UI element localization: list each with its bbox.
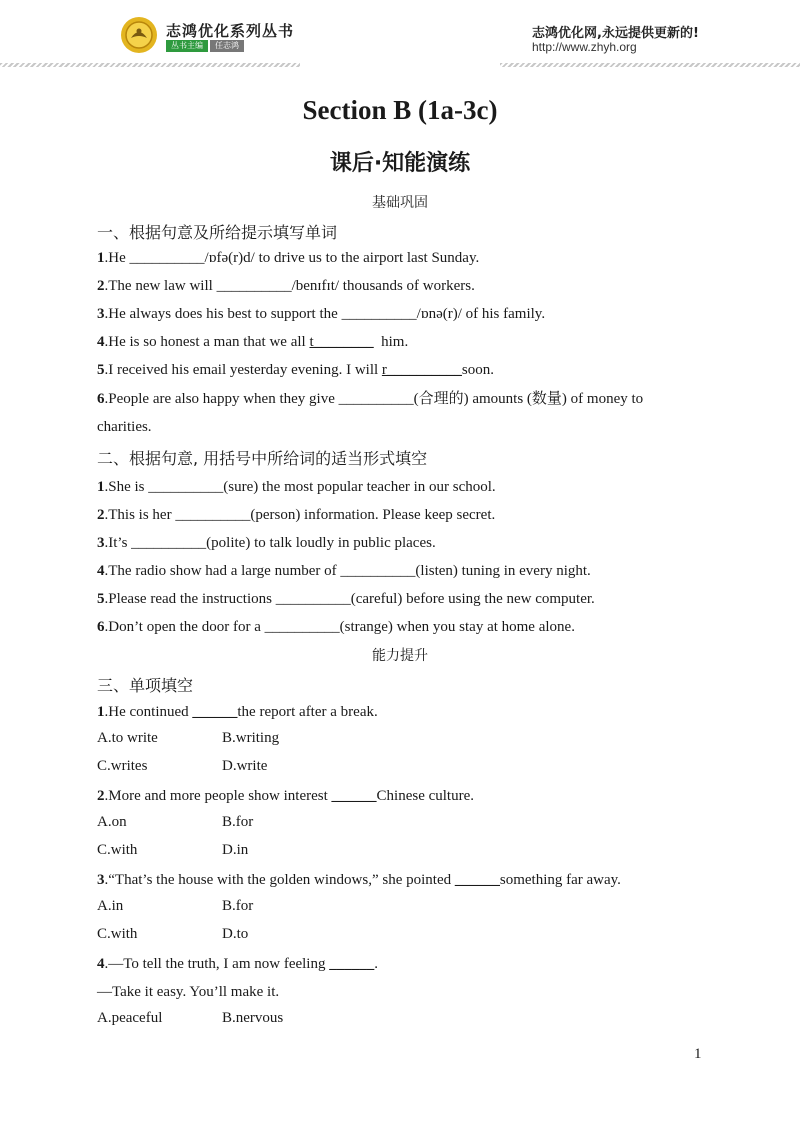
question-stem: 3.“That’s the house with the golden windows,” she pointed ______something far away. <box>97 872 621 888</box>
answer-blank[interactable]: __________ <box>131 535 207 551</box>
option-a[interactable]: A.in <box>97 898 124 914</box>
answer-blank[interactable]: ______ <box>329 956 375 972</box>
page-number: 1 <box>694 1046 702 1062</box>
option-c[interactable]: C.with <box>97 926 138 942</box>
option-c[interactable]: C.with <box>97 842 138 858</box>
answer-blank[interactable]: __________ <box>148 479 224 495</box>
part3-heading: 三、单项填空 <box>97 676 194 695</box>
option-b[interactable]: B.writing <box>222 730 280 746</box>
answer-blank[interactable]: __________ <box>129 250 205 266</box>
option-a[interactable]: A.on <box>97 814 127 830</box>
answer-blank[interactable]: __________ <box>340 563 416 579</box>
answer-blank[interactable]: __________ <box>175 507 251 523</box>
question-stem: 4.—To tell the truth, I am now feeling ______. <box>97 956 378 972</box>
option-a[interactable]: A.to write <box>97 730 158 746</box>
exercise-line: 1.He __________/ɒfə(r)d/ to drive us to the airport last Sunday. <box>97 250 480 266</box>
exercise-line: 3.It’s __________(polite) to talk loudly in public places. <box>97 535 436 551</box>
section-title: Section B (1a-3c) <box>302 95 498 125</box>
answer-blank[interactable]: __________ <box>341 306 417 322</box>
answer-blank[interactable]: __________ <box>338 391 414 407</box>
answer-blank[interactable]: r__________ <box>381 362 462 378</box>
sub-title: 课后·知能演练 <box>329 151 471 176</box>
answer-blank[interactable]: t________ <box>309 334 374 350</box>
page-header <box>0 0 800 70</box>
tag-name: 任志鸿 <box>210 40 244 52</box>
site-url[interactable]: http://www.zhyh.org <box>532 40 637 54</box>
answer-blank[interactable]: __________ <box>275 591 351 607</box>
label-basic: 基础巩固 <box>372 195 428 211</box>
brand-title: 志鸿优化系列丛书 <box>166 22 295 40</box>
exercise-line: 4.He is so honest a man that we all t________ him. <box>97 334 409 350</box>
answer-blank[interactable]: ______ <box>454 872 500 888</box>
part1-heading: 一、根据句意及所给提示填写单词 <box>97 223 338 242</box>
option-d[interactable]: D.in <box>222 842 249 858</box>
exercise-line: 5.Please read the instructions __________(careful) before using the new computer. <box>97 591 595 607</box>
exercise-line: 4.The radio show had a large number of __________(listen) tuning in every night. <box>97 563 591 579</box>
option-b[interactable]: B.for <box>222 898 254 914</box>
option-b[interactable]: B.for <box>222 814 254 830</box>
exercise-line: 3.He always does his best to support the __________/ɒnə(r)/ of his family. <box>97 306 546 322</box>
answer-blank[interactable]: ______ <box>331 788 377 804</box>
exercise-line: 5.I received his email yesterday evening. I will r__________soon. <box>97 362 494 378</box>
question-stem: 2.More and more people show interest ______Chinese culture. <box>97 788 475 804</box>
exercise-line: 2.The new law will __________/benɪfɪt/ thousands of workers. <box>97 278 475 294</box>
header-divider <box>0 63 800 67</box>
slogan: 志鸿优化网,永远提供更新的! <box>532 26 699 41</box>
question-stem: 1.He continued ______the report after a break. <box>97 704 378 720</box>
option-b[interactable]: B.nervous <box>222 1010 284 1026</box>
option-a[interactable]: A.peaceful <box>97 1010 163 1026</box>
option-d[interactable]: D.to <box>222 926 249 942</box>
tag-editor: 丛书主编 <box>166 40 208 52</box>
label-advanced: 能力提升 <box>372 648 428 664</box>
answer-blank[interactable]: __________ <box>216 278 292 294</box>
answer-blank[interactable]: __________ <box>264 619 340 635</box>
exercise-line: 6.People are also happy when they give __________(合理的) amounts (数量) of money to <box>97 391 644 407</box>
part2-heading: 二、根据句意, 用括号中所给词的适当形式填空 <box>97 449 428 468</box>
option-c[interactable]: C.writes <box>97 758 148 774</box>
exercise-line-continuation: charities. <box>97 419 152 435</box>
exercise-line: 6.Don’t open the door for a __________(strange) when you stay at home alone. <box>97 619 575 635</box>
option-d[interactable]: D.write <box>222 758 268 774</box>
brand-tags <box>166 40 244 52</box>
publisher-logo-icon <box>120 16 158 54</box>
exercise-line: 1.She is __________(sure) the most popular teacher in our school. <box>97 479 496 495</box>
exercise-line: 2.This is her __________(person) information. Please keep secret. <box>97 507 496 523</box>
answer-blank[interactable]: ______ <box>192 704 238 720</box>
dialogue-reply: —Take it easy. You’ll make it. <box>97 984 280 1000</box>
